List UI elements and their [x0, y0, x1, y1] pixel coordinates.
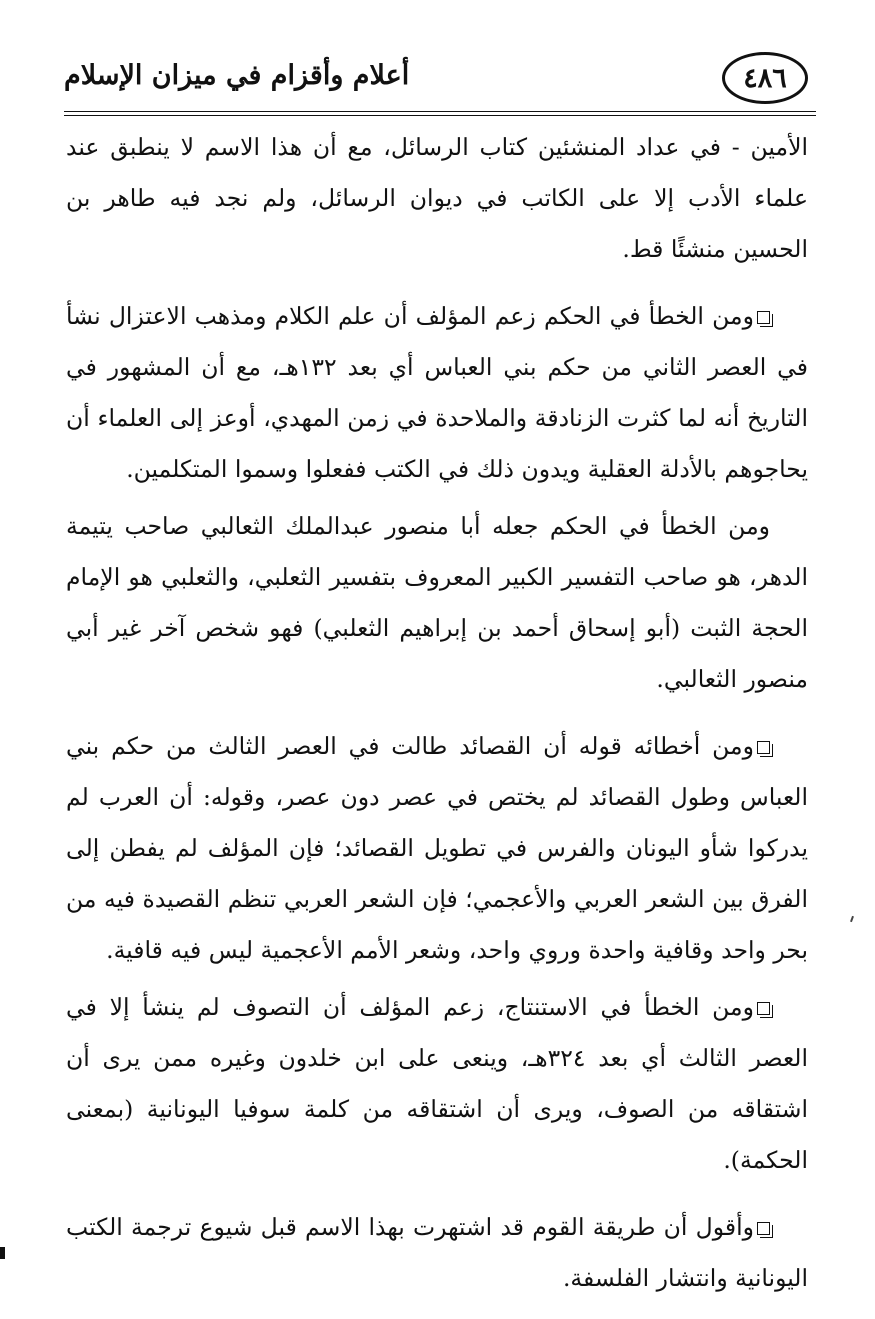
paragraph: [66, 1202, 808, 1304]
square-bullet-icon: [757, 1222, 770, 1235]
square-bullet-icon: [757, 741, 770, 754]
body-text: [66, 122, 808, 1304]
page-number-badge: ٤٨٦: [722, 52, 808, 104]
paragraph-continuation: الأمين - في عداد المنشئين كتاب الرسائل، مع أن هذا الاسم لا ينطبق عند علماء الأدب إلا على الكاتب في ديوان الرسائل، ولم نجد فيه طاهر بن الحسين منشئًا قط.: [66, 133, 808, 263]
header-rule: [64, 111, 816, 112]
header-rule-secondary: [64, 115, 816, 116]
scan-speck: [850, 916, 854, 922]
running-title: أعلام وأقزام في ميزان الإسلام: [64, 60, 410, 91]
paragraph: [66, 982, 808, 1186]
paragraph-text: ومن الخطأ في الحكم جعله أبا منصور عبدالملك الثعالبي صاحب يتيمة الدهر، هو صاحب التفسير الكبير المعروف بتفسير الثعلبي، والثعلبي هو الإمام الحجة الثبت (أبو إسحاق أحمد بن إبراهيم الثعلبي) فهو شخص آخر غير أبي منصور الثعالبي.: [66, 512, 808, 693]
margin-mark: [0, 1247, 5, 1259]
paragraph: [66, 721, 808, 976]
paragraph: [66, 291, 808, 495]
paragraph-text: ومن الخطأ في الاستنتاج، زعم المؤلف أن التصوف لم ينشأ إلا في العصر الثالث أي بعد ٣٢٤هـ، وينعى على ابن خلدون وغيره ممن يرى أن اشتقاقه من الصوف، ويرى أن اشتقاقه من كلمة سوفيا اليونانية (بمعنى الحكمة).: [66, 993, 808, 1174]
paragraph-text: ومن الخطأ في الحكم زعم المؤلف أن علم الكلام ومذهب الاعتزال نشأ في العصر الثاني من حكم بني العباس أي بعد ١٣٢هـ، مع أن المشهور في التاريخ أنه لما كثرت الزنادقة والملاحدة في زمن المهدي، أوعز إلى العلماء أن يحاجوهم بالأدلة العقلية ويدون ذلك في الكتب ففعلوا وسموا المتكلمين.: [66, 302, 808, 483]
square-bullet-icon: [757, 1002, 770, 1015]
page-header: [64, 52, 816, 114]
square-bullet-icon: [757, 311, 770, 324]
paragraph-text: ومن أخطائه قوله أن القصائد طالت في العصر الثالث من حكم بني العباس وطول القصائد لم يختص في عصر دون عصر، وقوله: أن العرب لم يدركوا شأو اليونان والفرس في تطويل القصائد؛ فإن المؤلف لم يفطن إلى الفرق بين الشعر العربي والأعجمي؛ فإن الشعر العربي تنظم القصيدة فيه من بحر واحد وقافية واحدة وروي واحد، وشعر الأمم الأعجمية ليس فيه قافية.: [66, 732, 808, 964]
paragraph-text: وأقول أن طريقة القوم قد اشتهرت بهذا الاسم قبل شيوع ترجمة الكتب اليونانية وانتشار الفلسفة.: [66, 1213, 808, 1292]
paragraph: [66, 501, 808, 705]
